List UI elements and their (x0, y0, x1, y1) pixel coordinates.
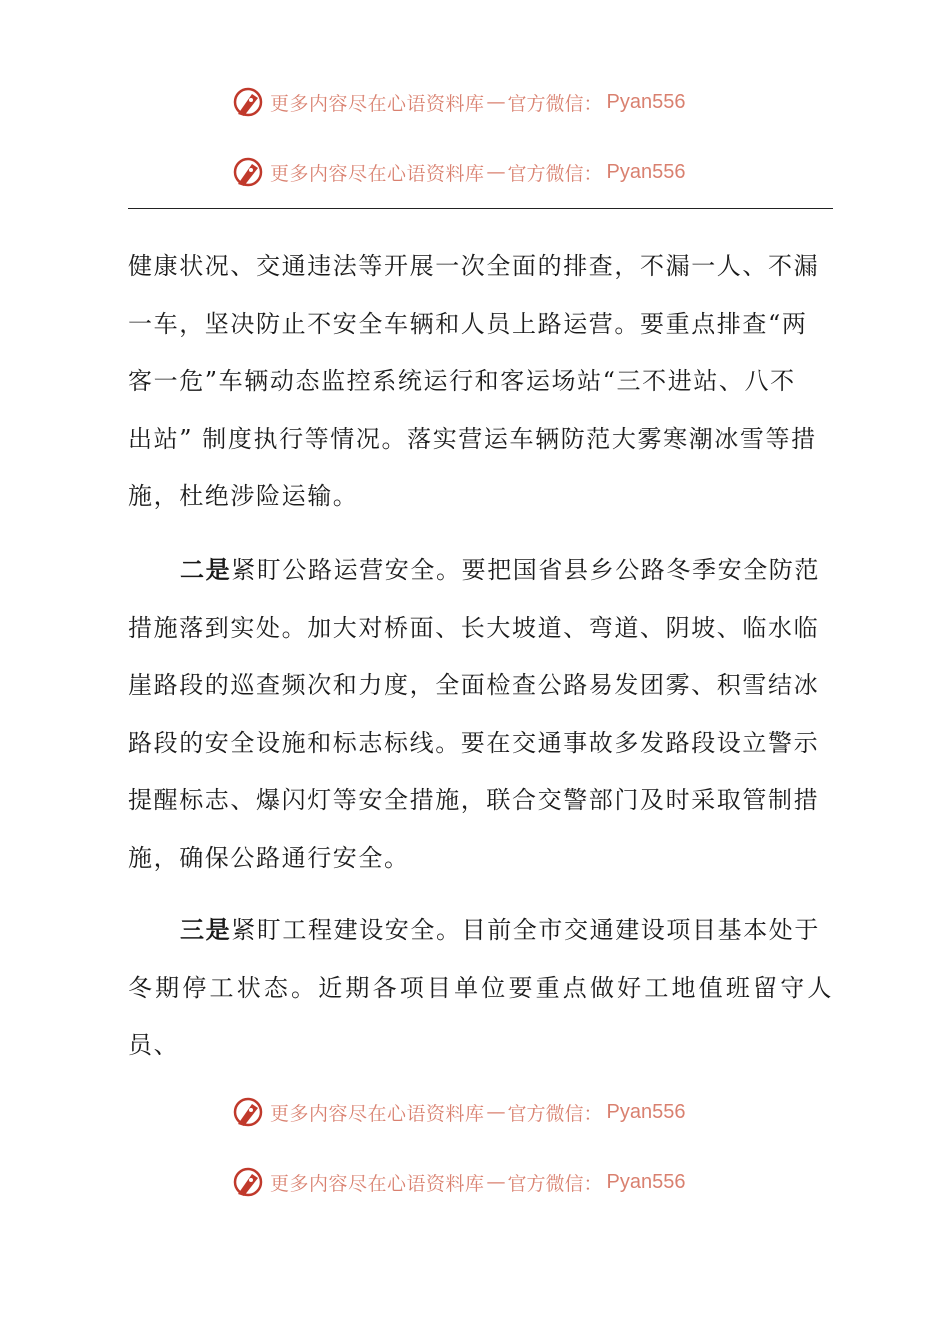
text-line: 冬期停工状态。近期各项目单位要重点做好工地值班留守人员、 (128, 973, 833, 1059)
text-line: 崖路段的巡查频次和力度，全面检查公路易发团雾、积雪结冰 (128, 671, 820, 699)
watermark-id: Pyan556 (606, 1170, 686, 1193)
watermark-label: 官方微信： (507, 1172, 603, 1195)
text-line (128, 541, 833, 600)
text-run: 紧盯工程建设安全。目前全市交通建设项目基本处于 (231, 916, 821, 944)
watermark-text: 更多内容尽在心语资料库 (270, 1102, 485, 1125)
text-line: 施，确保公路通行安全。 (128, 843, 410, 872)
text-line: 措施落到实处。加大对桥面、长大坡道、弯道、阴坡、临水临 (128, 613, 820, 642)
watermark-label: 官方微信： (507, 1102, 603, 1125)
watermark-id: Pyan556 (606, 90, 686, 113)
paragraph-2 (128, 541, 833, 887)
watermark-label: 官方微信： (507, 92, 603, 115)
text-line: 出站” 制度执行等情况。落实营运车辆防范大雾寒潮冰雪等措 (128, 424, 817, 453)
watermark-footer-1 (230, 1094, 686, 1130)
paragraph-1 (128, 238, 833, 526)
header-divider (128, 208, 833, 209)
watermark-label: 官方微信： (507, 162, 603, 185)
text-line: 施，杜绝涉险运输。 (128, 482, 359, 510)
watermark-header-1 (230, 84, 686, 120)
watermark-text: 更多内容尽在心语资料库 (270, 162, 485, 185)
watermark-footer-2 (230, 1164, 686, 1200)
text-line (128, 901, 833, 960)
paragraph-lead: 二是 (180, 555, 232, 584)
paragraph-3 (128, 901, 833, 1075)
pen-nib-logo-icon (230, 154, 266, 190)
watermark-text: 更多内容尽在心语资料库 (270, 1172, 485, 1195)
watermark-separator: — (486, 1101, 506, 1123)
text-line: 客一危”车辆动态监控系统运行和客运场站“三不进站、八不 (128, 367, 796, 395)
watermark-header-2 (230, 154, 686, 190)
pen-nib-logo-icon (230, 84, 266, 120)
watermark-separator: — (486, 91, 506, 113)
watermark-text: 更多内容尽在心语资料库 (270, 92, 485, 115)
watermark-separator: — (486, 1171, 506, 1193)
pen-nib-logo-icon (230, 1164, 266, 1200)
watermark-separator: — (486, 161, 506, 183)
text-line: 健康状况、交通违法等开展一次全面的排查，不漏一人、不漏 (128, 252, 820, 280)
watermark-id: Pyan556 (606, 160, 686, 183)
paragraph-lead: 三是 (180, 915, 232, 944)
pen-nib-logo-icon (230, 1094, 266, 1130)
text-run: 紧盯公路运营安全。要把国省县乡公路冬季安全防范 (231, 556, 821, 584)
text-line: 提醒标志、爆闪灯等安全措施，联合交警部门及时采取管制措 (128, 786, 820, 814)
watermark-id: Pyan556 (606, 1100, 686, 1123)
text-line: 一车，坚决防止不安全车辆和人员上路运营。要重点排查“两 (128, 309, 808, 338)
text-line: 路段的安全设施和标志标线。要在交通事故多发路段设立警示 (128, 728, 820, 757)
